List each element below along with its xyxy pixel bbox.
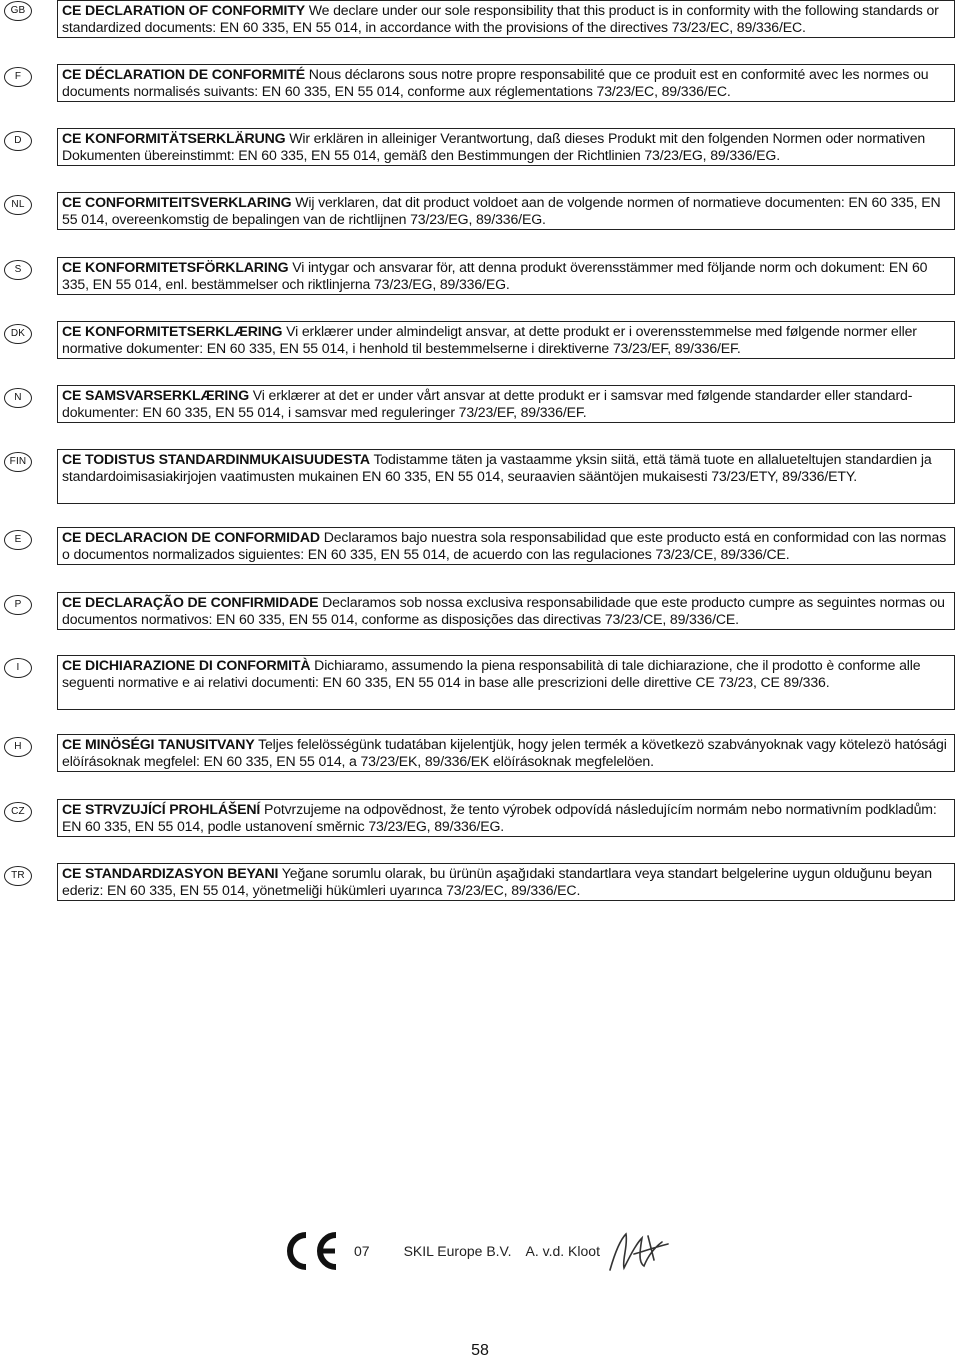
declaration-text: Declaramos sob nossa exclusiva responsabilidade que este producto cumpre as seguintes normas ou documentos normativos: EN 60 335, EN 55 014, conforme as disposições das directivas 73/23/CE, 89/336/CE.	[62, 594, 945, 627]
declaration-text: Vi erklærer under almindeligt ansvar, at dette produkt er i overensstemmelse med følgende normer eller normative dokumenter: EN 60 335, EN 55 014, i henhold til bestemmelserne i direktiverne 73/23/EF, 89/336/EF.	[62, 323, 917, 356]
declaration-title: CE KONFORMITETSFÖRKLARING	[62, 259, 289, 275]
lang-badge-tr: TR	[4, 866, 32, 886]
signature-icon	[604, 1226, 674, 1276]
declaration-fin	[57, 449, 955, 504]
declaration-title: CE DICHIARAZIONE DI CONFORMITÀ	[62, 657, 311, 673]
declaration-nl	[57, 192, 955, 230]
declaration-e	[57, 527, 955, 565]
declaration-p	[57, 592, 955, 630]
page-number: 58	[471, 1342, 489, 1359]
declaration-title: CE DECLARACION DE CONFORMIDAD	[62, 529, 320, 545]
declaration-title: CE DÉCLARATION DE CONFORMITÉ	[62, 66, 305, 82]
declaration-f	[57, 64, 955, 102]
declaration-title: CE MINÖSÉGI TANUSITVANY	[62, 736, 255, 752]
footer-company: SKIL Europe B.V.	[403, 1243, 512, 1259]
declaration-i	[57, 655, 955, 710]
declaration-title: CE STRVZUJÍCÍ PROHLÁŠENÍ	[62, 801, 261, 817]
declaration-title: CE CONFORMITEITSVERKLARING	[62, 194, 292, 210]
lang-badge-i: I	[4, 658, 32, 678]
lang-badge-s: S	[4, 260, 32, 280]
declaration-title: CE KONFORMITETSERKLÆRING	[62, 323, 283, 339]
footer	[286, 1228, 674, 1274]
declaration-text: Declaramos bajo nuestra sola responsabilidad que este producto está en conformidad con las normas o documentos normalizados siguientes: EN 60 335, EN 55 014, de acuerdo con las regulaciones 73/23/CE, 89/336/CE.	[62, 529, 947, 562]
declaration-text: Wij verklaren, dat dit product voldoet aan de volgende normen of normatieve documenten: EN 60 335, EN 55 014, overeenkomstig de bepalingen van de richtlijnen 73/23/EG, 89/336/EG.	[62, 194, 941, 227]
declaration-title: CE TODISTUS STANDARDINMUKAISUUDESTA	[62, 451, 370, 467]
declaration-d	[57, 128, 955, 166]
ce-mark-icon	[286, 1231, 342, 1271]
declaration-text: Todistamme täten ja vastaamme yksin siitä, että tämä tuote en allalueteltujen standardien ja standardoimisasiakirjojen vaatimusten mukainen EN 60 335, EN 55 014, seuraavien sääntöjen mukaisesti 73/23/ETY, 89/336/ETY.	[62, 451, 932, 484]
declaration-text: Teljes felelösségünk tudatában kijelentjük, hogy jelen termék a következö szabványoknak vagy kötelezö hatósági elöírásoknak megfelel: EN 60 335, EN 55 014, a 73/23/EK, 89/336/EK elöírásoknak megfelelöen.	[62, 736, 947, 769]
lang-badge-fin: FIN	[4, 452, 32, 472]
declaration-text: Vi intygar och ansvarar för, att denna produkt överensstämmer med följande norm och dokument: EN 60 335, EN 55 014, enl. bestämmelser och riktlinjerna 73/23/EG, 89/336/EG.	[62, 259, 928, 292]
footer-year: 07	[354, 1243, 370, 1259]
lang-badge-n: N	[4, 388, 32, 408]
declaration-tr	[57, 863, 955, 901]
declaration-n	[57, 385, 955, 423]
declaration-text: Potvrzujeme na odpovědnost, že tento výrobek odpovídá následujícím normám nebo normativním podkladům: EN 60 335, EN 55 014, podle ustanovení směrnic 73/23/EG, 89/336/EG.	[62, 801, 937, 834]
declaration-text: Vi erklærer at det er under vårt ansvar at dette produkt er i samsvar med følgende standarder eller standard- dokumenter: EN 60 335, EN 55 014, i samsvar med reguleringer 73/23/EF, 89/336/EF.	[62, 387, 913, 420]
declaration-title: CE SAMSVARSERKLÆRING	[62, 387, 250, 403]
declaration-title: CE DECLARATION OF CONFORMITY	[62, 2, 305, 18]
declaration-title: CE DECLARAÇÃO DE CONFIRMIDADE	[62, 594, 319, 610]
lang-badge-nl: NL	[4, 195, 32, 215]
footer-signatory: A. v.d. Kloot	[525, 1243, 600, 1259]
lang-badge-gb: GB	[4, 1, 32, 21]
lang-badge-dk: DK	[4, 324, 32, 344]
lang-badge-p: P	[4, 595, 32, 615]
declaration-text: Wir erklären in alleiniger Verantwortung, daß dieses Produkt mit den folgenden Normen oder normativen Dokumenten übereinstimmt: EN 60 335, EN 55 014, gemäß den Bestimmungen der Richtlinien 73/23/EG, 89/336/EG.	[62, 130, 926, 163]
declaration-h	[57, 734, 955, 772]
declaration-cz	[57, 799, 955, 837]
lang-badge-e: E	[4, 530, 32, 550]
declaration-dk	[57, 321, 955, 359]
declaration-text: Nous déclarons sous notre propre responsabilité que ce produit est en conformité avec les normes ou documents normalisés suivants: EN 60 335, EN 55 014, conforme aux réglementations 73/23/EC, 89/336/EC.	[62, 66, 929, 99]
declaration-text: Dichiaramo, assumendo la piena responsabilità di tale dichiarazione, che il prodotto è conforme alle seguenti normative e ai relativi documenti: EN 60 335, EN 55 014 in base alle prescrizioni delle direttive CE 73/23, CE 89/336.	[62, 657, 921, 690]
lang-badge-f: F	[4, 67, 32, 87]
lang-badge-d: D	[4, 131, 32, 151]
lang-badge-cz: CZ	[4, 802, 32, 822]
lang-badge-h: H	[4, 737, 32, 757]
declaration-text: Yeğane sorumlu olarak, bu ürünün aşağıdaki standartlara veya standart belgelerine uygun olduğunu beyan ederiz: EN 60 335, EN 55 014, yönetmeliği hükümleri uyarınca 73/23/EC, 89/336/EC.	[62, 865, 932, 898]
declaration-s	[57, 257, 955, 295]
declaration-gb	[57, 0, 955, 38]
declaration-title: CE KONFORMITÄTSERKLÄRUNG	[62, 130, 286, 146]
declaration-title: CE STANDARDIZASYON BEYANI	[62, 865, 279, 881]
declaration-text: We declare under our sole responsibility that this product is in conformity with the following standards or standardized documents: EN 60 335, EN 55 014, in accordance with the provisions of the directives 73/23/EC, 89/336/EC.	[62, 2, 939, 35]
